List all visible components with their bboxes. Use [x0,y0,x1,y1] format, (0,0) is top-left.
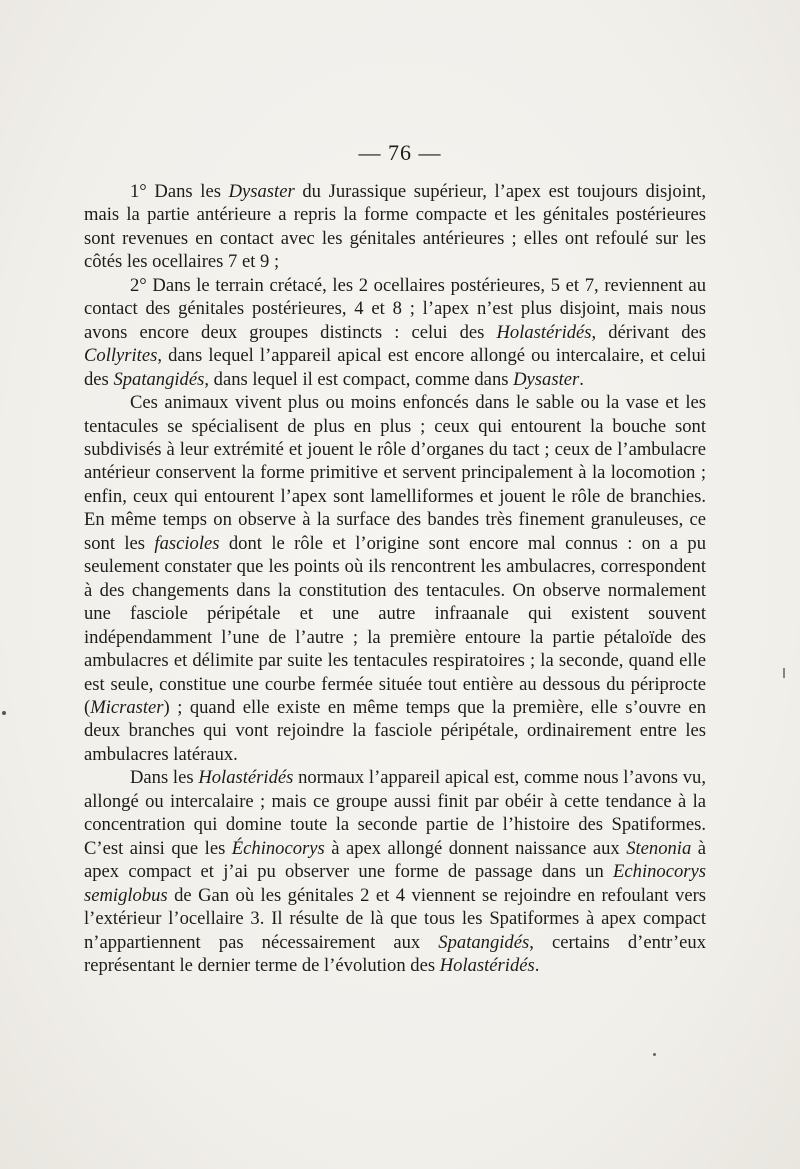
text-run: normaux l’appareil apical est, comme nous l’avons vu, allongé ou intercalaire ; mais ce groupe aussi finit par obéir à cette tendance à la concentration qui domine toute la seconde partie de l’histoire des Spatiformes. C’est ainsi que les [84,767,706,859]
taxon-name: Spatangidés [113,368,205,390]
text-run: . [534,954,540,976]
taxon-name: Holastéridés [439,954,535,976]
scan-speck [653,1053,656,1056]
taxon-name: Echinocorys semiglobus [84,861,706,906]
text-run: , dans lequel il est compact, comme dans [204,368,514,390]
text-run: dont le rôle et l’origine sont encore mal connus : on a pu seulement constater que les points où ils rencontrent les ambulacres, correspondent à des changements dans la constitution des tentacules. On observe normalement une fasciole péripétale et une autre infraanale qui existent souvent indépendamment l’une de l’autre ; la première entoure la partie pétaloïde des ambulacres et délimite par suite les tentacules respiratoires ; la seconde, quand elle est seule, constitue une courbe fermée située tout entière au dessous du périprocte ( [84,532,706,718]
taxon-name: Stenonia [626,837,692,859]
text-run: Ces animaux vivent plus ou moins enfoncés dans le sable ou la vase et les tentacules se spécialisent de plus en plus ; ceux qui entourent la bouche sont subdivisés à leur extrémité et jouent le rôle d’organes du tact ; ceux de l’ambulacre antérieur conservent la forme primitive et servent principalement à la locomotion ; enfin, ceux qui entourent l’apex sont lamelliformes et jouent le rôle de branchies. En même temps on observe à la surface des bandes très finement granuleuses, ce sont les [84,392,706,554]
paragraph-4 [84,766,706,977]
text-run: , dérivant des [591,321,706,343]
paragraph-2 [84,274,706,391]
taxon-name: Spatangidés [438,931,530,953]
text-run: ) ; quand elle existe en même temps que la première, elle s’ouvre en deux branches qui vont rejoindre la fasciole péripétale, ordinairement entre les ambulacres latéraux. [84,696,706,765]
term-emphasis: fascioles [154,532,220,554]
paragraph-3 [84,391,706,766]
page-number: — 76 — [358,140,442,165]
text-run: Dans les [130,767,199,789]
taxon-name: Dysaster [228,181,295,202]
text-run: du Jurassique supérieur, l’apex est toujours disjoint, mais la partie antérieure a repris la forme compacte et les génitales postérieures sont revenues en contact avec les génitales antérieures ; elles ont refoulé sur les côtés les ocellaires 7 et 9 ; [84,181,706,273]
text-run: . [579,368,584,390]
taxon-name: Holastéridés [496,321,592,343]
scan-speck [2,711,6,715]
text-run: de Gan où les génitales 2 et 4 viennent se rejoindre en refoulant vers l’extérieur l’ocellaire 3. Il résulte de là que tous les Spatiformes à apex compact n’appartiennent pas nécessairement aux [84,884,706,953]
taxon-name: Holastéridés [198,767,294,789]
text-run: 2° Dans le terrain crétacé, les 2 ocellaires postérieures, 5 et 7, reviennent au contact des génitales postérieures, 4 et 8 ; l’apex n’est plus disjoint, mais nous avons encore deux groupes distincts : celui des [84,274,706,343]
text-run: , dans lequel l’appareil apical est encore allongé ou intercalaire, et celui des [84,345,706,390]
text-run: à apex allongé donnent naissance aux [324,837,627,859]
text-run: 1° Dans les [130,181,229,202]
scan-speck [783,668,785,678]
taxon-name: Collyrites [84,345,158,367]
paragraph-1 [84,180,706,274]
taxon-name: Micraster [90,696,164,718]
text-run: à apex compact et j’ai pu observer une forme de passage dans un [84,837,706,883]
body-text [84,180,706,977]
taxon-name: Dysaster [513,368,580,390]
taxon-name: Échinocorys [231,837,325,859]
text-run: , certains d’entr’eux représentant le dernier terme de l’évolution des [84,931,706,976]
